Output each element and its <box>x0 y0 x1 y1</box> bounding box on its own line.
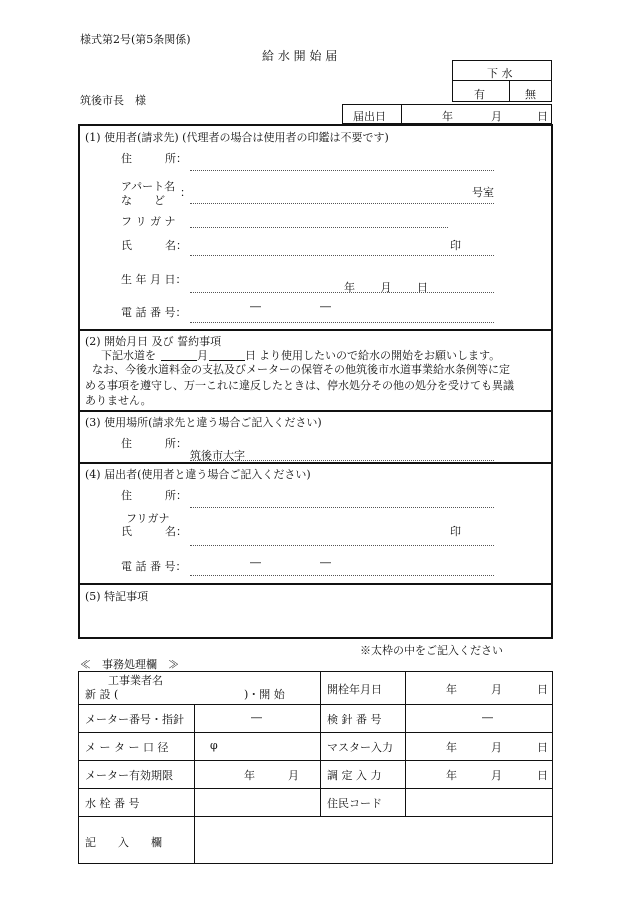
office-expiry-month: 月 <box>288 769 299 782</box>
s1-name-field[interactable] <box>190 255 494 256</box>
s5-heading: (5) 特記事項 <box>85 590 149 603</box>
office-open-label: )・開 始 <box>244 688 285 701</box>
office-open-day: 日 <box>537 683 548 696</box>
s1-colon: ： <box>180 186 191 199</box>
s2-line2: なお、今後水道料金の支払及びメーターの保管その他筑後市水道事業給水条例等に定 <box>92 363 510 376</box>
s4-name-field[interactable] <box>190 545 494 546</box>
s1-birth-label: 生 年 月 日： <box>121 273 187 286</box>
office-heading: ≪ 事務処理欄 ≫ <box>80 658 179 671</box>
s4-address-field[interactable] <box>190 507 494 508</box>
submit-date-label: 届出日 <box>353 110 386 123</box>
s4-phone-field[interactable] <box>190 575 494 576</box>
submit-year[interactable]: 年 <box>442 110 453 123</box>
office-inspect-no-dash: ― <box>482 711 493 724</box>
s1-birth-field[interactable] <box>190 292 494 293</box>
s1-phone-label: 電 話 番 号： <box>121 306 187 319</box>
s1-seal: 印 <box>450 239 461 252</box>
office-adjust-day: 日 <box>537 769 548 782</box>
office-master-label: マスター入力 <box>327 741 393 754</box>
s2-line3: める事項を遵守し、万一これに違反したときは、停水処分その他の処分を受けても異議 <box>85 379 514 392</box>
s1-address-label: 住 所： <box>121 152 187 165</box>
office-adjust-year: 年 <box>446 769 457 782</box>
office-entry-label: 記 入 欄 <box>85 836 162 849</box>
submit-day[interactable]: 日 <box>537 110 548 123</box>
office-adjust-label: 調 定 入 力 <box>327 769 382 782</box>
s1-address-field[interactable] <box>190 170 494 171</box>
s4-phone-dash-1: ― <box>250 556 261 569</box>
office-expiry-year: 年 <box>244 769 255 782</box>
s3-heading: (3) 使用場所(請求先と違う場合ご記入ください) <box>85 416 322 429</box>
submit-month[interactable]: 月 <box>491 110 502 123</box>
s2-line1-a: 下記水道を <box>101 349 156 362</box>
office-master-year: 年 <box>446 741 457 754</box>
sewer-no[interactable]: 無 <box>525 88 536 101</box>
office-new-label: 新 設 ( <box>85 688 119 701</box>
s4-phone-label: 電 話 番 号： <box>121 560 187 573</box>
office-open-month: 月 <box>491 683 502 696</box>
office-hydrant-label: 水 栓 番 号 <box>85 797 140 810</box>
s4-furigana-label: フリガナ <box>126 512 170 525</box>
office-master-month: 月 <box>491 741 502 754</box>
s2-line4: ありません。 <box>85 394 152 407</box>
s2-line1-d: より使用したいので給水の開始をお願いします。 <box>259 349 501 362</box>
s2-line1-month: 月 <box>197 349 208 362</box>
form-title: 給 水 開 始 届 <box>262 49 338 63</box>
s1-heading: (1) 使用者(請求先) (代理者の場合は使用者の印鑑は不要です) <box>85 131 389 144</box>
office-open-date-label: 開栓年月日 <box>327 683 382 696</box>
s2-heading: (2) 開始月日 及び 誓約事項 <box>85 335 222 348</box>
s1-furigana-label: フ リ ガ ナ <box>121 215 176 228</box>
s3-address-field[interactable] <box>190 460 494 461</box>
sewer-label: 下 水 <box>487 67 513 80</box>
s1-apartment-label-1: アパート名 <box>121 180 176 193</box>
s1-apartment-field[interactable] <box>190 203 494 204</box>
s3-address-label: 住 所： <box>121 437 187 450</box>
s1-room-suffix: 号室 <box>472 186 494 199</box>
office-contractor: 工事業者名 <box>108 674 163 687</box>
office-phi: φ <box>210 739 218 752</box>
s4-phone-dash-2: ― <box>320 556 331 569</box>
s3-address-value: 筑後市大字 <box>190 449 245 462</box>
s1-furigana-field[interactable] <box>190 227 448 228</box>
s1-name-label: 氏 名： <box>121 239 187 252</box>
s1-phone-dash-2: ― <box>320 300 331 313</box>
s1-phone-dash-1: ― <box>250 300 261 313</box>
office-expiry-label: メーター有効期限 <box>85 769 173 782</box>
office-inspect-no-label: 検 針 番 号 <box>327 713 382 726</box>
s4-address-label: 住 所： <box>121 489 187 502</box>
s1-birth-ymd: 年 月 日 <box>344 281 428 294</box>
office-master-day: 日 <box>537 741 548 754</box>
s4-heading: (4) 届出者(使用者と違う場合ご記入ください) <box>85 468 311 481</box>
office-meter-no-dash: ― <box>251 711 262 724</box>
s1-apartment-label-2: な ど <box>121 194 165 207</box>
office-caliber-label: メ ー タ ー 口 径 <box>85 741 169 754</box>
addressee: 筑後市長 様 <box>80 94 146 107</box>
fill-note: ※太枠の中をご記入ください <box>360 644 503 657</box>
s4-seal: 印 <box>450 525 461 538</box>
office-open-year: 年 <box>446 683 457 696</box>
s2-line1-day: 日 <box>245 349 256 362</box>
s4-name-label: 氏 名： <box>121 525 187 538</box>
s1-phone-field[interactable] <box>190 322 494 323</box>
office-resident-code-label: 住民コード <box>327 797 382 810</box>
office-adjust-month: 月 <box>491 769 502 782</box>
office-meter-no-label: メーター番号・指針 <box>85 713 184 726</box>
form-number: 様式第2号(第5条関係) <box>80 33 191 46</box>
sewer-yes[interactable]: 有 <box>474 88 485 101</box>
